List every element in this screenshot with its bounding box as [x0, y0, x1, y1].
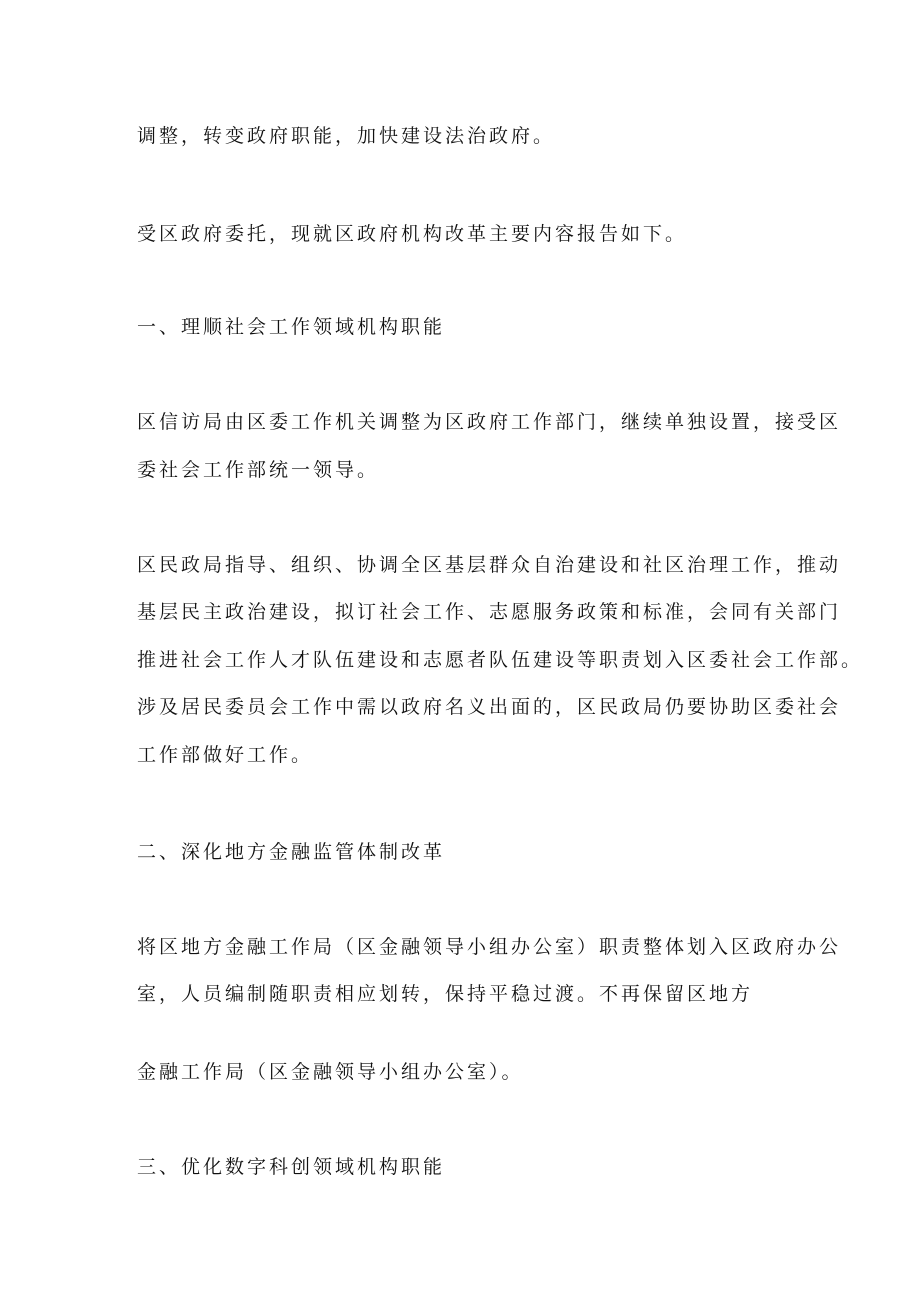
text-line-2: 受区政府委托，现就区政府机构改革主要内容报告如下。 — [137, 223, 688, 245]
section-heading-2: 二、深化地方金融监管体制改革 — [137, 841, 446, 863]
text-line-14: 金融工作局（区金融领导小组办公室）。 — [137, 1061, 524, 1083]
section-heading-1: 一、理顺社会工作领域机构职能 — [137, 316, 446, 338]
section-heading-3: 三、优化数字科创领域机构职能 — [137, 1156, 446, 1178]
text-line-1: 调整，转变政府职能，加快建设法治政府。 — [137, 125, 556, 147]
text-line-6: 区民政局指导、组织、协调全区基层群众自治建设和社区治理工作，推动 — [137, 554, 842, 576]
text-line-7: 基层民主政治建设，拟订社会工作、志愿服务政策和标准，会同有关部门 — [137, 601, 842, 623]
text-line-9: 涉及居民委员会工作中需以政府名义出面的，区民政局仍要协助区委社会 — [137, 696, 842, 718]
text-line-4: 区信访局由区委工作机关调整为区政府工作部门，继续单独设置，接受区 — [137, 411, 842, 433]
text-line-10: 工作部做好工作。 — [137, 744, 314, 766]
text-line-5: 委社会工作部统一领导。 — [137, 459, 380, 481]
text-line-8: 推进社会工作人才队伍建设和志愿者队伍建设等职责划入区委社会工作部。 — [137, 649, 864, 671]
text-line-12: 将区地方金融工作局（区金融领导小组办公室）职责整体划入区政府办公 — [137, 936, 842, 958]
text-line-13: 室，人员编制随职责相应划转，保持平稳过渡。不再保留区地方 — [137, 983, 754, 1005]
